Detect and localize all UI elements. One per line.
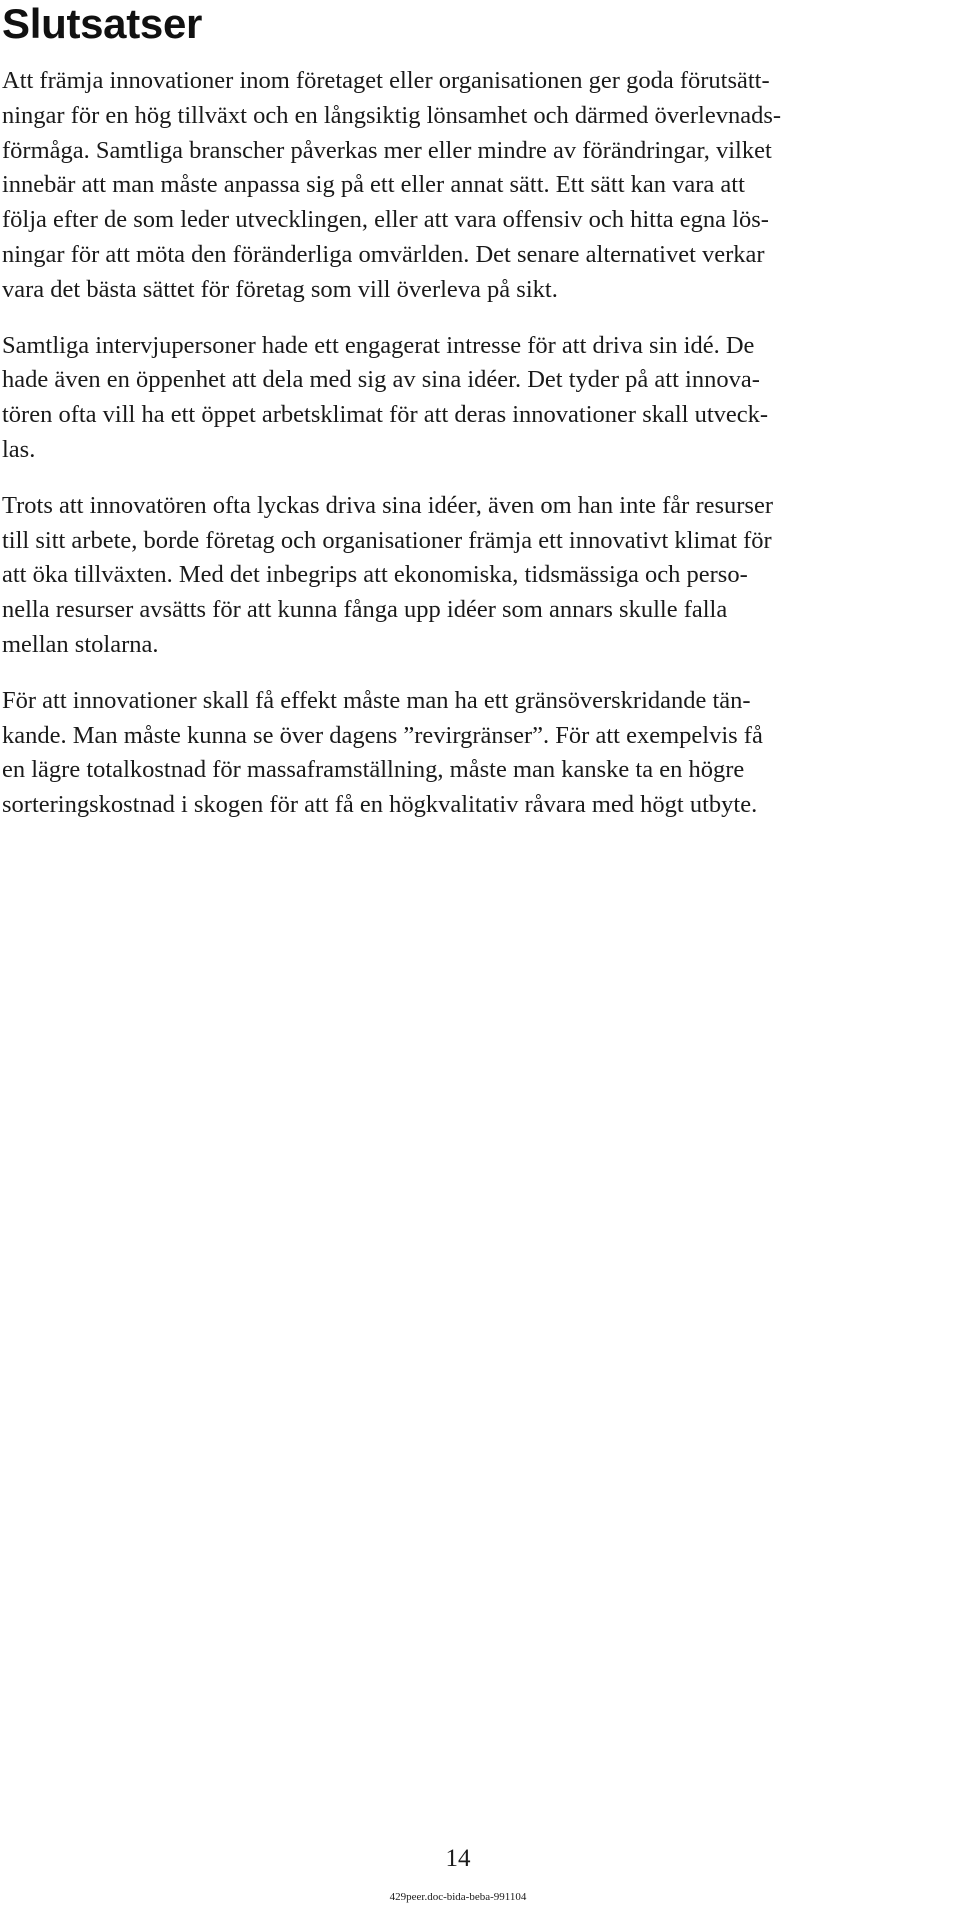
text-line: sorteringskostnad i skogen för att få en högkvalitativ råvara med högt utbyte. [2,791,758,819]
text-line: kande. Man måste kunna se över dagens ”revirgränser”. För att exempelvis få [2,721,763,749]
text-line: ningar för att möta den föränderliga omvärlden. Det senare alternativet verkar [2,240,765,268]
text-line: att öka tillväxten. Med det inbegrips att ekonomiska, tidsmässiga och perso- [2,561,748,589]
text-line: till sitt arbete, borde företag och organisationer främja ett innovativt klimat för [2,526,772,554]
text-line: en lägre totalkostnad för massaframställning, måste man kanske ta en högre [2,756,745,784]
text-line: mellan stolarna. [2,630,159,658]
text-line: Trots att innovatören ofta lyckas driva sina idéer, även om han inte får resurser [2,491,773,519]
page-number: 14 [445,1845,471,1872]
paragraph-3 [2,489,926,663]
text-line: hade även en öppenhet att dela med sig av sina idéer. Det tyder på att innova- [2,366,760,394]
text-line: Samtliga intervjupersoner hade ett engagerat intresse för att driva sin idé. De [2,331,755,359]
document-id-footer: 429peer.doc-bida-beba-991104 [389,1891,527,1903]
text-line: nella resurser avsätts för att kunna fånga upp idéer som annars skulle falla [2,596,728,624]
text-line: las. [2,435,36,463]
paragraph-4 [2,684,926,823]
text-line: Att främja innovationer inom företaget eller organisationen ger goda förutsätt- [2,67,770,94]
text-line: För att innovationer skall få effekt måste man ha ett gränsöverskridande tän- [2,686,751,714]
body-text [2,64,926,844]
paragraph-2 [2,329,926,468]
text-line: innebär att man måste anpassa sig på ett eller annat sätt. Ett sätt kan vara att [2,171,745,199]
paragraph-1 [2,64,926,308]
text-line: vara det bästa sättet för företag som vill överleva på sikt. [2,275,558,303]
text-line: följa efter de som leder utvecklingen, eller att vara offensiv och hitta egna lös- [2,206,769,234]
text-line: förmåga. Samtliga branscher påverkas mer eller mindre av förändringar, vilket [2,136,772,164]
page-title: Slutsatser [2,0,203,47]
text-line: ningar för en hög tillväxt och en långsiktig lönsamhet och därmed överlevnads- [2,101,782,129]
text-line: tören ofta vill ha ett öppet arbetsklimat för att deras innovationer skall utveck- [2,401,769,429]
